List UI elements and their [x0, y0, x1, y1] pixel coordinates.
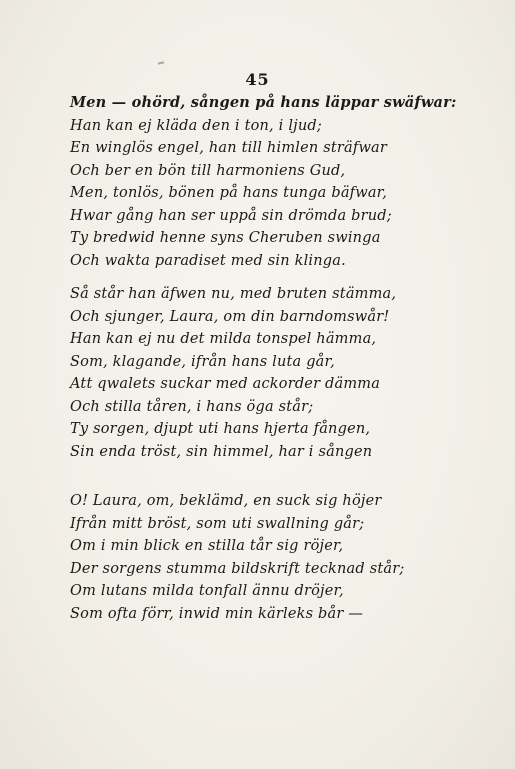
verse-line: Om lutans milda tonfall ännu dröjer, — [70, 583, 344, 599]
verse-line: Och ber en bön till harmoniens Gud, — [70, 162, 346, 179]
page-number: 45 — [245, 70, 270, 89]
verse-line: Och sjunger, Laura, om din barndomswår! — [70, 308, 390, 325]
verse-line: Som ofta förr, inwid min kärleks bår — — [70, 605, 364, 622]
verse-line: Om i min blick en stilla tår sig röjer, — [70, 538, 344, 554]
verse-line: Ty sorgen, djupt uti hans hjerta fången, — [70, 421, 371, 437]
ink-speck — [158, 61, 164, 64]
verse-line: Ifrån mitt bröst, som uti swallning går; — [70, 515, 365, 532]
verse-line: Der sorgens stumma bildskrift tecknad står; — [70, 560, 405, 577]
stanza-2 — [70, 283, 490, 463]
stanza-3 — [70, 490, 490, 625]
verse-line: En winglös engel, han till himlen sträfwar — [70, 140, 388, 156]
verse-line: Hwar gång han ser uppå sin drömda brud; — [70, 207, 392, 224]
stanza-1 — [70, 92, 490, 272]
verse-line: O! Laura, om, beklämd, en suck sig höjer — [70, 493, 382, 509]
verse-line: Och wakta paradiset med sin klinga. — [70, 252, 346, 269]
verse-line: Ty bredwid henne syns Cheruben swinga — [70, 230, 381, 246]
verse-line: Så står han äfwen nu, med bruten stämma, — [70, 286, 397, 302]
verse-line: Som, klagande, ifrån hans luta går, — [70, 353, 335, 370]
verse-line: Sin enda tröst, sin himmel, har i sången — [70, 443, 373, 460]
verse-line: Och stilla tåren, i hans öga står; — [70, 398, 314, 415]
verse-line: Han kan ej nu det milda tonspel hämma, — [70, 331, 377, 347]
verse-line: Han kan ej kläda den i ton, i ljud; — [70, 117, 322, 134]
verse-line: Men, tonlös, bönen på hans tunga bäfwar, — [70, 185, 388, 201]
verse-line: Men — ohörd, sången på hans läppar swäfwar: — [70, 94, 457, 111]
verse-line: Att qwalets suckar med ackorder dämma — [70, 376, 381, 392]
